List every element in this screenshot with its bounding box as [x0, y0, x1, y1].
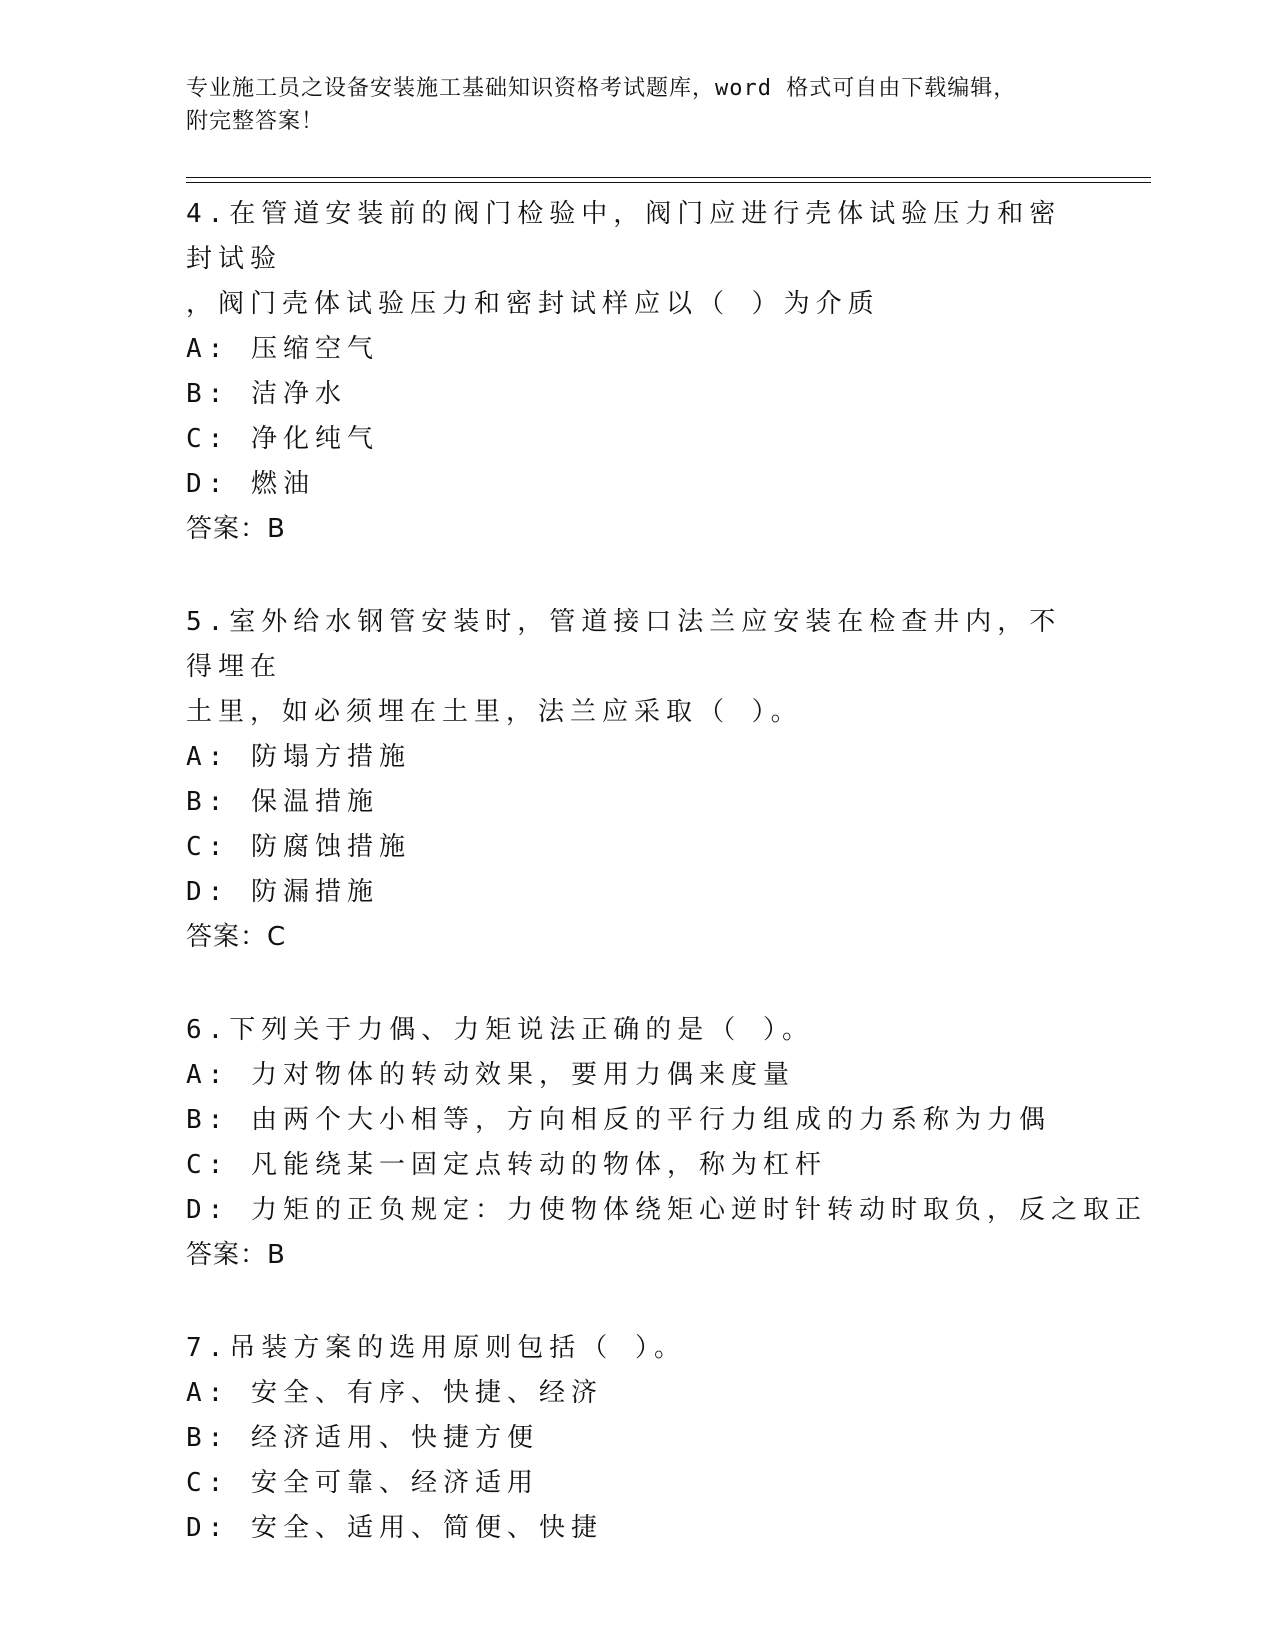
- answer-value: C: [267, 922, 287, 952]
- option-a: [186, 1371, 1086, 1416]
- option-letter: D:: [186, 1513, 230, 1543]
- question-stem-line: 6.下列关于力偶、力矩说法正确的是（ ）。: [186, 1015, 814, 1045]
- answer-label: 答案：: [186, 514, 268, 544]
- answer-line: [186, 915, 1086, 960]
- option-text: 保温措施: [250, 787, 379, 817]
- question-list: [186, 192, 1147, 1599]
- answer-value: B: [267, 514, 286, 544]
- option-letter: C:: [186, 424, 230, 454]
- option-text: 燃油: [250, 469, 315, 499]
- header-line-2: 附完整答案！: [186, 109, 325, 134]
- option-c: [186, 825, 1086, 870]
- option-d: [186, 1188, 1147, 1233]
- question-stem-line: ，阀门壳体试验压力和密封试样应以（ ）为介质: [186, 289, 880, 319]
- option-c: [186, 1143, 1086, 1188]
- option-text: 防塌方措施: [250, 742, 411, 772]
- option-b: [186, 780, 1086, 825]
- option-letter: C:: [186, 1150, 230, 1180]
- question-4: [186, 192, 1086, 552]
- option-letter: C:: [186, 832, 230, 862]
- option-letter: A:: [186, 1378, 230, 1408]
- option-c: [186, 417, 1086, 462]
- question-7: [186, 1326, 1086, 1551]
- option-letter: D:: [186, 1195, 230, 1225]
- header-divider-top: [186, 177, 1151, 178]
- option-text: 由两个大小相等，方向相反的平行力组成的力系称为力偶: [250, 1105, 1051, 1135]
- option-a: [186, 1053, 1086, 1098]
- question-stem-line: 土里，如必须埋在土里，法兰应采取（ ）。: [186, 697, 803, 727]
- answer-label: 答案：: [186, 922, 268, 952]
- option-text: 力对物体的转动效果，要用力偶来度量: [250, 1060, 795, 1090]
- option-letter: C:: [186, 1468, 230, 1498]
- option-text: 洁净水: [250, 379, 347, 409]
- option-b: [186, 1098, 1086, 1143]
- option-letter: A:: [186, 742, 230, 772]
- header-line-1: 专业施工员之设备安装施工基础知识资格考试题库，word 格式可自由下载编辑，: [186, 76, 1017, 101]
- option-text: 力矩的正负规定：力使物体绕矩心逆时针转动时取负，反之取正: [250, 1195, 1147, 1225]
- question-stem-line: 7.吊装方案的选用原则包括（ ）。: [186, 1333, 686, 1363]
- header-divider-bottom: [186, 182, 1151, 183]
- answer-line: [186, 1233, 1086, 1278]
- option-a: [186, 327, 1086, 372]
- option-letter: B:: [186, 379, 230, 409]
- option-d: [186, 870, 1086, 915]
- option-text: 安全可靠、经济适用: [250, 1468, 539, 1498]
- option-text: 经济适用、快捷方便: [250, 1423, 539, 1453]
- question-stem-line: 4.在管道安装前的阀门检验中，阀门应进行壳体试验压力和密封试验: [186, 199, 1062, 274]
- option-letter: D:: [186, 877, 230, 907]
- option-text: 防漏措施: [250, 877, 379, 907]
- option-text: 安全、有序、快捷、经济: [250, 1378, 603, 1408]
- option-a: [186, 735, 1086, 780]
- option-d: [186, 1506, 1086, 1551]
- option-letter: A:: [186, 1060, 230, 1090]
- question-6: [186, 1008, 1147, 1278]
- option-text: 安全、适用、简便、快捷: [250, 1513, 603, 1543]
- option-text: 防腐蚀措施: [250, 832, 411, 862]
- document-header: [186, 72, 1066, 138]
- question-5: [186, 600, 1086, 960]
- answer-value: B: [267, 1240, 286, 1270]
- option-b: [186, 1416, 1086, 1461]
- question-stem-line: 5.室外给水钢管安装时，管道接口法兰应安装在检查井内，不得埋在: [186, 607, 1062, 682]
- option-letter: B:: [186, 1423, 230, 1453]
- option-b: [186, 372, 1086, 417]
- option-letter: A:: [186, 334, 230, 364]
- option-letter: D:: [186, 469, 230, 499]
- option-text: 压缩空气: [250, 334, 379, 364]
- option-letter: B:: [186, 787, 230, 817]
- option-c: [186, 1461, 1086, 1506]
- option-d: [186, 462, 1086, 507]
- answer-label: 答案：: [186, 1240, 268, 1270]
- answer-line: [186, 507, 1086, 552]
- option-text: 净化纯气: [250, 424, 379, 454]
- option-letter: B:: [186, 1105, 230, 1135]
- option-text: 凡能绕某一固定点转动的物体，称为杠杆: [250, 1150, 827, 1180]
